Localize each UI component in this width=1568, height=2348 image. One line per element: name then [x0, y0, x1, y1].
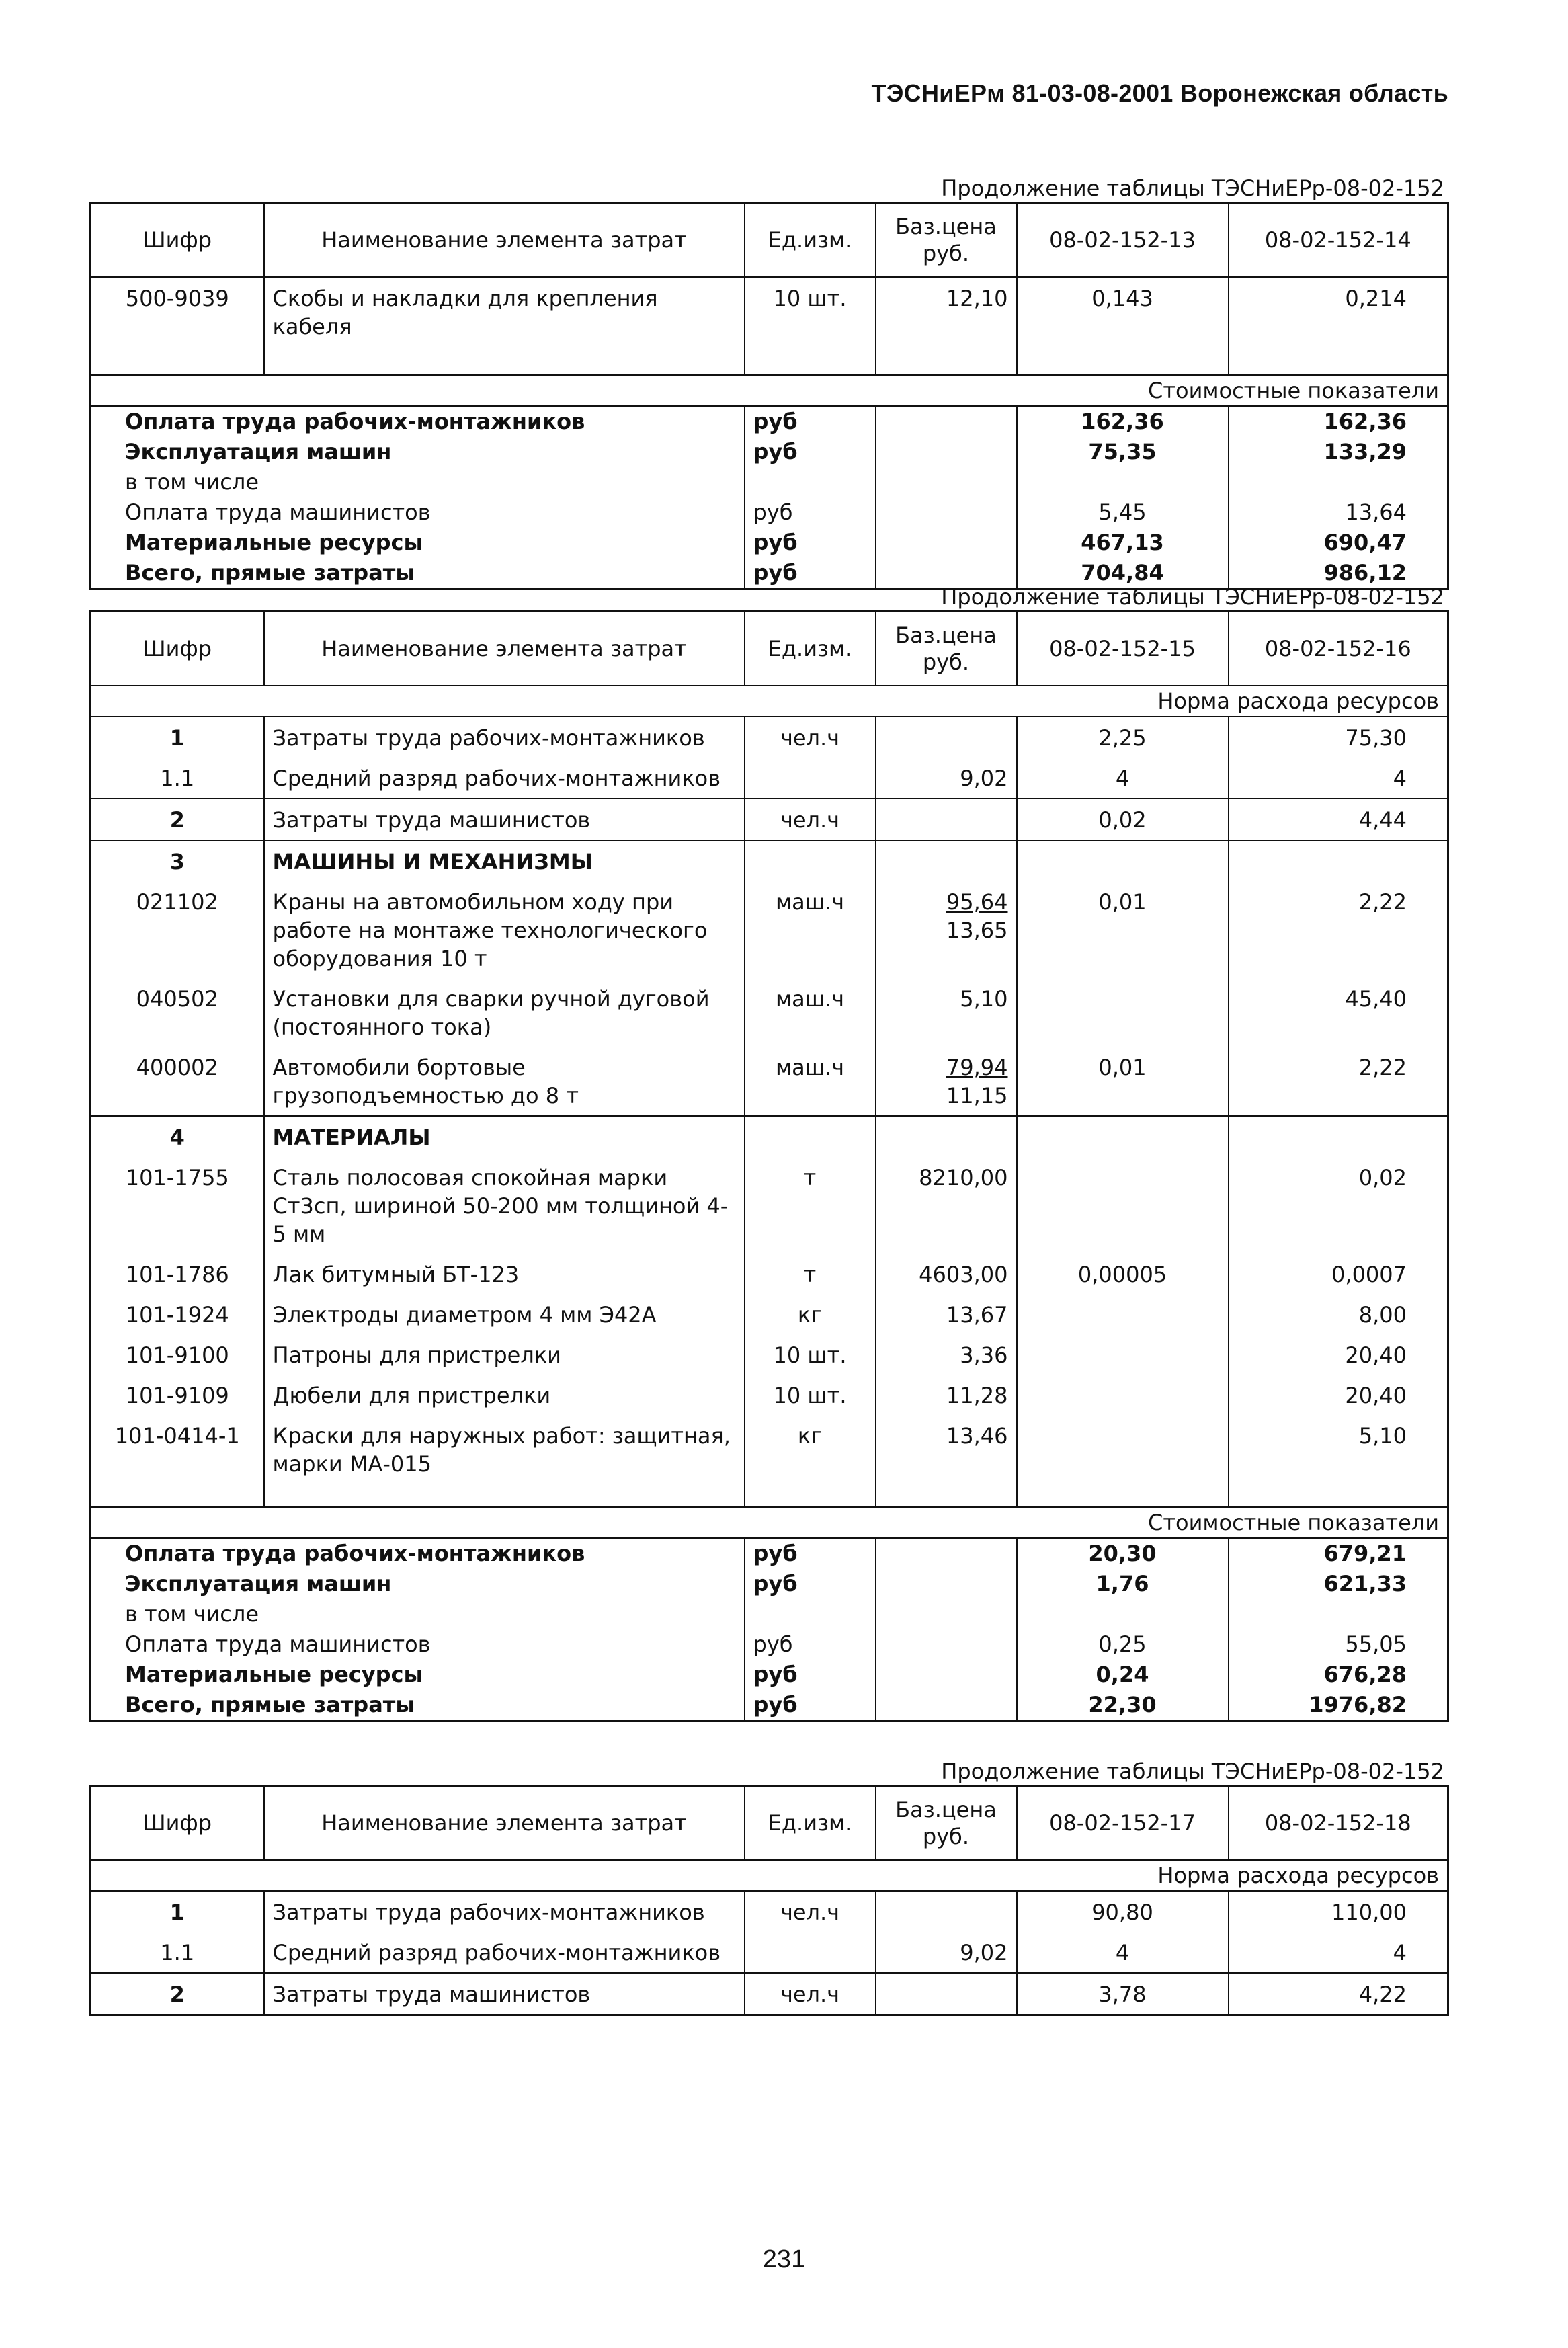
- row-value-2: 0,02: [1358, 1165, 1407, 1190]
- row-price: 12,10: [876, 277, 1017, 346]
- row-unit: [745, 840, 876, 881]
- summary-value-2: 162,36: [1323, 409, 1407, 434]
- section-header-row: [91, 1507, 1448, 1538]
- summary-empty: [876, 1690, 1017, 1722]
- table-row: [91, 1415, 1448, 1484]
- row-price: [876, 840, 1017, 881]
- section-title: Норма расхода ресурсов: [91, 1860, 1448, 1891]
- row-name: Лак битумный БТ-123: [264, 1254, 745, 1294]
- row-price: [876, 1973, 1017, 2015]
- summary-row: [91, 497, 1448, 528]
- summary-unit: руб: [745, 1538, 876, 1569]
- row-price: 9,02: [876, 758, 1017, 799]
- summary-label: Всего, прямые затраты: [91, 1690, 745, 1722]
- row-code: 1.1: [91, 758, 264, 799]
- table-row: [91, 1932, 1448, 1973]
- row-value-2: 8,00: [1358, 1302, 1407, 1328]
- row-name: МАШИНЫ И МЕХАНИЗМЫ: [264, 840, 745, 881]
- col-code1-header: 08-02-152-17: [1017, 1786, 1229, 1861]
- table-block-1: [89, 175, 1447, 590]
- summary-label: Эксплуатация машин: [91, 1569, 745, 1599]
- col-name-header: Наименование элемента затрат: [264, 612, 745, 686]
- table-row: [91, 1116, 1448, 1157]
- spacer-cell: [745, 1484, 876, 1507]
- row-value-2: 0,0007: [1331, 1262, 1407, 1287]
- row-value-1: 4: [1017, 1932, 1229, 1973]
- summary-value-1: 5,45: [1017, 497, 1229, 528]
- row-value-2: 110,00: [1331, 1900, 1407, 1925]
- summary-unit: руб: [745, 1629, 876, 1660]
- summary-value-1: 0,24: [1017, 1660, 1229, 1690]
- table-row: [91, 978, 1448, 1047]
- summary-empty: [876, 437, 1017, 467]
- summary-value-2: 55,05: [1345, 1631, 1407, 1657]
- row-unit: т: [745, 1157, 876, 1254]
- table-row: [91, 1891, 1448, 1932]
- summary-value-2: 621,33: [1323, 1571, 1407, 1596]
- row-unit: кг: [745, 1294, 876, 1334]
- spacer-cell: [91, 346, 264, 375]
- header-row: [91, 612, 1448, 686]
- spacer-cell: [91, 1484, 264, 1507]
- col-unit-header: Ед.изм.: [745, 1786, 876, 1861]
- row-name: МАТЕРИАЛЫ: [264, 1116, 745, 1157]
- summary-value-1: 0,25: [1017, 1629, 1229, 1660]
- row-code: 1.1: [91, 1932, 264, 1973]
- row-name: Скобы и накладки для крепления кабеля: [264, 277, 745, 346]
- summary-value-1: 162,36: [1017, 406, 1229, 437]
- spacer-cell: [745, 346, 876, 375]
- row-unit: чел.ч: [745, 799, 876, 840]
- row-value-2: [1229, 840, 1448, 881]
- summary-row: [91, 467, 1448, 497]
- row-code: 1: [91, 717, 264, 758]
- summary-empty: [876, 1538, 1017, 1569]
- section-title: Норма расхода ресурсов: [91, 686, 1448, 717]
- row-code: 3: [91, 840, 264, 881]
- row-price: [876, 1891, 1017, 1932]
- row-unit: маш.ч: [745, 978, 876, 1047]
- row-value-2: 2,22: [1358, 889, 1407, 915]
- col-name-header: Наименование элемента затрат: [264, 203, 745, 278]
- col-unit-header: Ед.изм.: [745, 203, 876, 278]
- summary-empty: [876, 406, 1017, 437]
- spacer-cell: [1017, 1484, 1229, 1507]
- row-code: 101-0414-1: [91, 1415, 264, 1484]
- row-price: [876, 1047, 1017, 1116]
- row-name: Затраты труда рабочих-монтажников: [264, 1891, 745, 1932]
- spacer-row: [91, 346, 1448, 375]
- row-price-secondary: 13,65: [946, 918, 1008, 943]
- table-row: [91, 717, 1448, 758]
- row-value-1: [1017, 840, 1229, 881]
- col-code2-header: 08-02-152-18: [1229, 1786, 1448, 1861]
- row-unit: 10 шт.: [745, 1334, 876, 1375]
- summary-unit: [745, 467, 876, 497]
- summary-label: в том числе: [91, 1599, 745, 1629]
- col-code1-header: 08-02-152-13: [1017, 203, 1229, 278]
- row-unit: маш.ч: [745, 1047, 876, 1116]
- col-price-header: Баз.цена руб.: [876, 203, 1017, 278]
- summary-value-1: [1017, 467, 1229, 497]
- summary-label: Материальные ресурсы: [91, 1660, 745, 1690]
- summary-empty: [876, 497, 1017, 528]
- summary-label: Оплата труда рабочих-монтажников: [91, 1538, 745, 1569]
- section-header-row: [91, 686, 1448, 717]
- summary-unit: руб: [745, 558, 876, 590]
- row-code: 400002: [91, 1047, 264, 1116]
- summary-unit: руб: [745, 1690, 876, 1722]
- row-unit: чел.ч: [745, 1973, 876, 2015]
- row-value-1: 4: [1017, 758, 1229, 799]
- summary-unit: руб: [745, 437, 876, 467]
- row-price-value: 95,64: [946, 889, 1008, 915]
- summary-row: [91, 1660, 1448, 1690]
- row-code: 4: [91, 1116, 264, 1157]
- row-value-1: [1017, 1334, 1229, 1375]
- continuation-caption: Продолжение таблицы ТЭСНиЕРр-08-02-152: [941, 175, 1444, 201]
- page-number: 231: [762, 2245, 806, 2273]
- summary-unit: руб: [745, 528, 876, 558]
- row-code: 101-9100: [91, 1334, 264, 1375]
- col-price-header: Баз.цена руб.: [876, 1786, 1017, 1861]
- row-code: 101-1786: [91, 1254, 264, 1294]
- header-row: [91, 1786, 1448, 1861]
- row-name: Краски для наружных работ: защитная, марки МА-015: [264, 1415, 745, 1484]
- row-price: [876, 799, 1017, 840]
- row-value-1: 0,01: [1017, 1047, 1229, 1116]
- continuation-caption: Продолжение таблицы ТЭСНиЕРр-08-02-152: [941, 1758, 1444, 1784]
- row-value-1: 0,143: [1017, 277, 1229, 346]
- table-row: [91, 1157, 1448, 1254]
- summary-empty: [876, 1660, 1017, 1690]
- summary-value-2: 690,47: [1323, 530, 1407, 555]
- summary-value-1: 22,30: [1017, 1690, 1229, 1722]
- summary-row: [91, 437, 1448, 467]
- col-code2-header: 08-02-152-16: [1229, 612, 1448, 686]
- row-price-secondary: 11,15: [946, 1083, 1008, 1108]
- row-unit: [745, 1116, 876, 1157]
- spacer-row: [91, 1484, 1448, 1507]
- row-unit: 10 шт.: [745, 277, 876, 346]
- table-row: [91, 1973, 1448, 2015]
- resource-table-1: [89, 202, 1449, 590]
- page-header: ТЭСНиЕРм 81-03-08-2001 Воронежская область: [871, 79, 1448, 107]
- row-unit: [745, 758, 876, 799]
- row-price: 8210,00: [876, 1157, 1017, 1254]
- row-value-2: 45,40: [1345, 986, 1407, 1012]
- summary-unit: руб: [745, 406, 876, 437]
- table-row: [91, 1334, 1448, 1375]
- summary-label: Оплата труда рабочих-монтажников: [91, 406, 745, 437]
- row-value-2: 4: [1393, 1940, 1407, 1966]
- section-title: Стоимостные показатели: [91, 1507, 1448, 1538]
- row-value-1: [1017, 978, 1229, 1047]
- col-code-header: Шифр: [91, 203, 264, 278]
- row-price: 4603,00: [876, 1254, 1017, 1294]
- summary-row: [91, 1629, 1448, 1660]
- summary-value-2: 1976,82: [1309, 1692, 1407, 1717]
- spacer-cell: [876, 1484, 1017, 1507]
- row-code: 101-9109: [91, 1375, 264, 1415]
- summary-value-2: 986,12: [1323, 560, 1407, 585]
- summary-value-1: 467,13: [1017, 528, 1229, 558]
- summary-row: [91, 1690, 1448, 1722]
- row-code: 2: [91, 1973, 264, 2015]
- spacer-cell: [876, 346, 1017, 375]
- row-unit: 10 шт.: [745, 1375, 876, 1415]
- summary-unit: руб: [745, 1569, 876, 1599]
- row-price: 11,28: [876, 1375, 1017, 1415]
- summary-value-2: 676,28: [1323, 1662, 1407, 1687]
- row-value-1: 2,25: [1017, 717, 1229, 758]
- summary-row: [91, 528, 1448, 558]
- table-row: [91, 881, 1448, 978]
- summary-value-2: 679,21: [1323, 1541, 1407, 1566]
- row-price: 3,36: [876, 1334, 1017, 1375]
- summary-label: Оплата труда машинистов: [91, 497, 745, 528]
- summary-label: в том числе: [91, 467, 745, 497]
- spacer-cell: [1017, 346, 1229, 375]
- table-row: [91, 277, 1448, 346]
- col-code-header: Шифр: [91, 1786, 264, 1861]
- row-value-2: 20,40: [1345, 1342, 1407, 1368]
- resource-table-2: [89, 610, 1449, 1722]
- row-value-2: 2,22: [1358, 1055, 1407, 1080]
- row-value-2: 20,40: [1345, 1383, 1407, 1408]
- col-price-header: Баз.цена руб.: [876, 612, 1017, 686]
- section-header-row: [91, 1860, 1448, 1891]
- row-value-1: 0,02: [1017, 799, 1229, 840]
- table-block-3: [89, 1758, 1447, 2016]
- row-unit: чел.ч: [745, 717, 876, 758]
- row-name: Затраты труда рабочих-монтажников: [264, 717, 745, 758]
- row-value-1: [1017, 1375, 1229, 1415]
- row-value-2: 0,214: [1345, 286, 1407, 311]
- table-row: [91, 1047, 1448, 1116]
- summary-value-1: 1,76: [1017, 1569, 1229, 1599]
- row-price: [876, 1116, 1017, 1157]
- summary-empty: [876, 467, 1017, 497]
- summary-row: [91, 406, 1448, 437]
- row-value-2: 5,10: [1358, 1423, 1407, 1449]
- summary-label: Всего, прямые затраты: [91, 558, 745, 590]
- row-value-1: 3,78: [1017, 1973, 1229, 2015]
- summary-row: [91, 1569, 1448, 1599]
- row-price: 5,10: [876, 978, 1017, 1047]
- row-value-2: 4: [1393, 766, 1407, 791]
- row-name: Установки для сварки ручной дуговой (постоянного тока): [264, 978, 745, 1047]
- summary-value-2: [1229, 1599, 1448, 1629]
- row-value-1: [1017, 1294, 1229, 1334]
- row-unit: маш.ч: [745, 881, 876, 978]
- row-price: 13,46: [876, 1415, 1017, 1484]
- row-unit: [745, 1932, 876, 1973]
- spacer-cell: [264, 346, 745, 375]
- row-value-1: 0,01: [1017, 881, 1229, 978]
- spacer-cell: [264, 1484, 745, 1507]
- summary-label: Эксплуатация машин: [91, 437, 745, 467]
- row-price: [876, 881, 1017, 978]
- row-name: Затраты труда машинистов: [264, 1973, 745, 2015]
- col-code-header: Шифр: [91, 612, 264, 686]
- section-header-row: [91, 375, 1448, 406]
- row-value-2: 75,30: [1345, 725, 1407, 751]
- spacer-cell: [1229, 346, 1448, 375]
- row-code: 1: [91, 1891, 264, 1932]
- summary-value-1: 20,30: [1017, 1538, 1229, 1569]
- row-value-1: [1017, 1415, 1229, 1484]
- row-value-1: 90,80: [1017, 1891, 1229, 1932]
- row-name: Автомобили бортовые грузоподъемностью до 8 т: [264, 1047, 745, 1116]
- row-price: 13,67: [876, 1294, 1017, 1334]
- row-value-2: [1229, 1116, 1448, 1157]
- continuation-caption: Продолжение таблицы ТЭСНиЕРр-08-02-152: [941, 584, 1444, 610]
- row-value-1: [1017, 1116, 1229, 1157]
- table-row: [91, 758, 1448, 799]
- summary-row: [91, 1538, 1448, 1569]
- table-row: [91, 1294, 1448, 1334]
- table-row: [91, 799, 1448, 840]
- row-name: Дюбели для пристрелки: [264, 1375, 745, 1415]
- row-price: [876, 717, 1017, 758]
- table-block-2: [89, 583, 1447, 1722]
- summary-empty: [876, 528, 1017, 558]
- spacer-cell: [1229, 1484, 1448, 1507]
- resource-table-3: [89, 1785, 1449, 2016]
- row-code: 040502: [91, 978, 264, 1047]
- row-name: Краны на автомобильном ходу при работе на монтаже технологического оборудования 10 т: [264, 881, 745, 978]
- summary-value-2: 133,29: [1323, 439, 1407, 464]
- summary-empty: [876, 1629, 1017, 1660]
- row-name: Сталь полосовая спокойная марки Ст3сп, шириной 50-200 мм толщиной 4-5 мм: [264, 1157, 745, 1254]
- row-value-1: 0,00005: [1017, 1254, 1229, 1294]
- summary-empty: [876, 1569, 1017, 1599]
- row-unit: кг: [745, 1415, 876, 1484]
- summary-row: [91, 1599, 1448, 1629]
- row-value-2: 4,22: [1229, 1973, 1448, 2015]
- table-row: [91, 1375, 1448, 1415]
- row-name: Электроды диаметром 4 мм Э42А: [264, 1294, 745, 1334]
- summary-label: Оплата труда машинистов: [91, 1629, 745, 1660]
- row-name: Средний разряд рабочих-монтажников: [264, 1932, 745, 1973]
- row-value-1: [1017, 1157, 1229, 1254]
- summary-value-2: 13,64: [1345, 499, 1407, 525]
- row-name: Патроны для пристрелки: [264, 1334, 745, 1375]
- table-row: [91, 1254, 1448, 1294]
- row-unit: чел.ч: [745, 1891, 876, 1932]
- row-name: Затраты труда машинистов: [264, 799, 745, 840]
- summary-label: Материальные ресурсы: [91, 528, 745, 558]
- summary-empty: [876, 1599, 1017, 1629]
- row-code: 101-1755: [91, 1157, 264, 1254]
- row-price-value: 79,94: [946, 1055, 1008, 1080]
- col-code2-header: 08-02-152-14: [1229, 203, 1448, 278]
- row-name: Средний разряд рабочих-монтажников: [264, 758, 745, 799]
- row-code: 2: [91, 799, 264, 840]
- row-value-2: 4,44: [1229, 799, 1448, 840]
- row-code: 500-9039: [91, 277, 264, 346]
- row-price: 9,02: [876, 1932, 1017, 1973]
- col-code1-header: 08-02-152-15: [1017, 612, 1229, 686]
- summary-unit: руб: [745, 497, 876, 528]
- summary-value-1: 75,35: [1017, 437, 1229, 467]
- row-unit: т: [745, 1254, 876, 1294]
- summary-value-2: [1229, 467, 1448, 497]
- summary-unit: [745, 1599, 876, 1629]
- header-row: [91, 203, 1448, 278]
- row-code: 021102: [91, 881, 264, 978]
- col-name-header: Наименование элемента затрат: [264, 1786, 745, 1861]
- summary-unit: руб: [745, 1660, 876, 1690]
- col-unit-header: Ед.изм.: [745, 612, 876, 686]
- table-row: [91, 840, 1448, 881]
- summary-value-1: 704,84: [1017, 558, 1229, 590]
- summary-value-1: [1017, 1599, 1229, 1629]
- section-title: Стоимостные показатели: [91, 375, 1448, 406]
- row-code: 101-1924: [91, 1294, 264, 1334]
